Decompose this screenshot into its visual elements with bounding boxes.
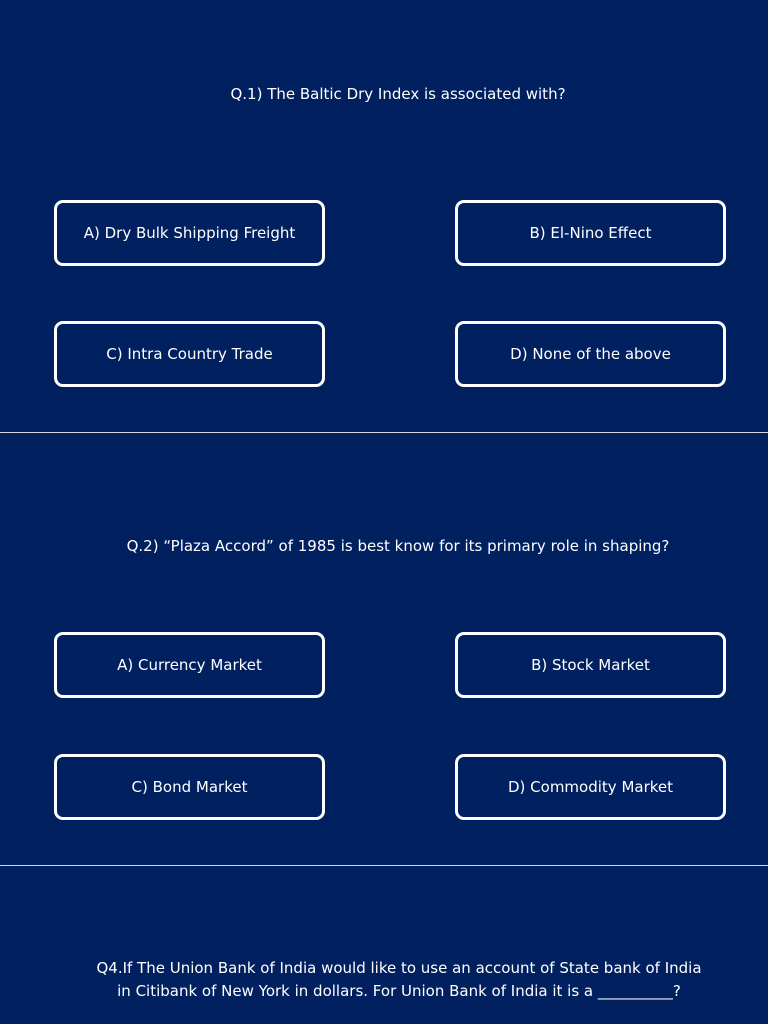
slide-question-1: [0, 0, 768, 432]
q2-option-d-button[interactable]: D) Commodity Market: [455, 754, 726, 820]
q1-option-b-button[interactable]: B) El-Nino Effect: [455, 200, 726, 266]
slide-question-4: [0, 867, 768, 1024]
q2-option-b-button[interactable]: B) Stock Market: [455, 632, 726, 698]
q1-option-c-button[interactable]: C) Intra Country Trade: [54, 321, 325, 387]
question-2-text: Q.2) “Plaza Accord” of 1985 is best know for its primary role in shaping?: [126, 537, 670, 555]
slide-divider: [0, 432, 768, 433]
q2-option-c-button[interactable]: C) Bond Market: [54, 754, 325, 820]
q2-option-a-button[interactable]: A) Currency Market: [54, 632, 325, 698]
question-4-text-line-1: Q4.If The Union Bank of India would like to use an account of State bank of India: [96, 959, 702, 977]
slide-divider: [0, 865, 768, 866]
slide-question-2: [0, 434, 768, 865]
question-4-text-line-2: in Citibank of New York in dollars. For Union Bank of India it is a __________?: [117, 982, 681, 1000]
q1-option-d-button[interactable]: D) None of the above: [455, 321, 726, 387]
q1-option-a-button[interactable]: A) Dry Bulk Shipping Freight: [54, 200, 325, 266]
question-1-text: Q.1) The Baltic Dry Index is associated with?: [230, 85, 566, 103]
